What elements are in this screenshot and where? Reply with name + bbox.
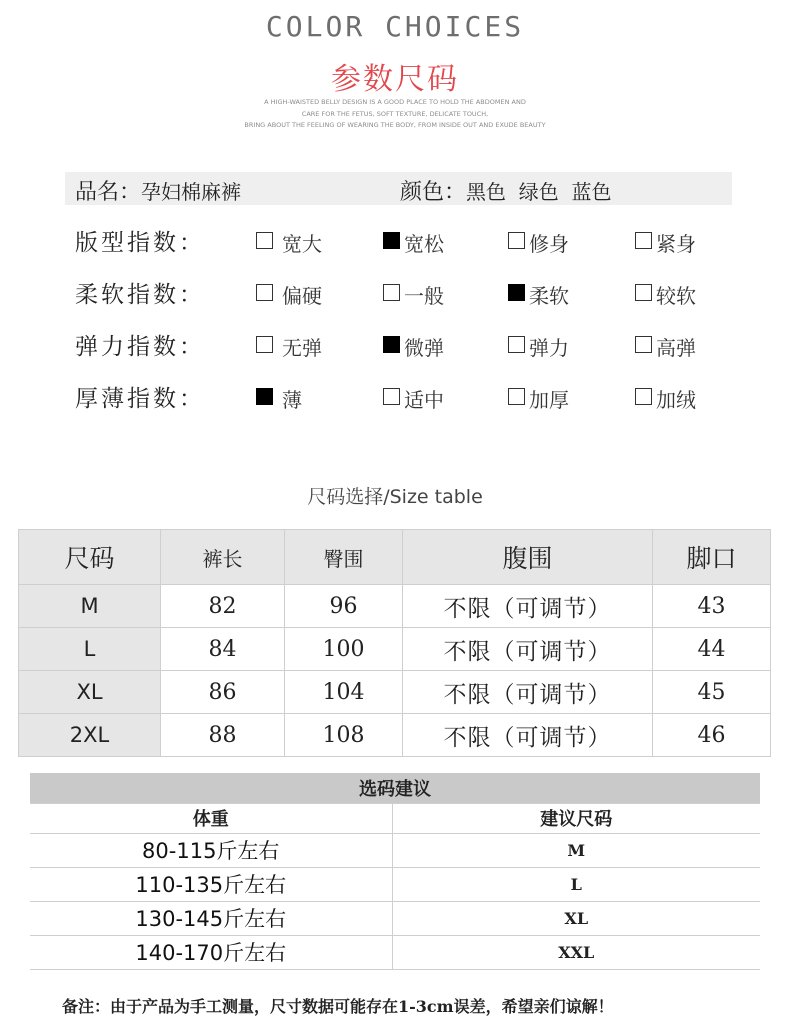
option-label: 一般 — [404, 284, 444, 308]
checkbox-icon — [508, 336, 525, 353]
table-cell: L — [19, 628, 161, 671]
header-subtitle-line: A HIGH-WAISTED BELLY DESIGN IS A GOOD PLACE TO HOLD THE ABDOMEN AND — [264, 98, 526, 106]
table-cell: 45 — [653, 671, 771, 714]
table-cell: 不限（可调节） — [403, 585, 653, 628]
table-cell: XL — [392, 901, 760, 935]
checkbox-icon — [383, 388, 400, 405]
option-label: 柔软 — [529, 284, 569, 308]
option-label: 宽松 — [404, 232, 444, 256]
table-row — [30, 867, 760, 901]
checkbox-icon — [383, 232, 400, 249]
table-cell: XXL — [392, 935, 760, 969]
option-label: 紧身 — [656, 232, 696, 256]
table-cell: 43 — [653, 585, 771, 628]
table-row — [19, 585, 771, 628]
header-subtitle — [0, 97, 790, 132]
index-label: 柔软指数： — [75, 282, 205, 308]
product-name — [75, 175, 241, 206]
table-cell: 44 — [653, 628, 771, 671]
checkbox-icon — [508, 232, 525, 249]
index-label: 弹力指数： — [75, 334, 205, 360]
option-label: 较软 — [656, 284, 696, 308]
product-color-label: 颜色： — [400, 180, 467, 205]
option-label: 微弹 — [404, 336, 444, 360]
table-row — [30, 901, 760, 935]
header-cell: 体重 — [30, 803, 392, 833]
advice-title: 选码建议 — [30, 773, 760, 803]
table-cell: 84 — [161, 628, 285, 671]
table-cell: L — [392, 867, 760, 901]
product-color-value: 黑色 绿色 蓝色 — [466, 180, 612, 204]
index-label: 厚薄指数： — [75, 386, 205, 412]
table-cell: 不限（可调节） — [403, 628, 653, 671]
option-label: 加厚 — [529, 388, 569, 412]
checkbox-icon — [256, 336, 273, 353]
checkbox-icon — [256, 284, 273, 301]
table-cell: 110-135斤左右 — [30, 867, 392, 901]
advice-header-row — [30, 803, 760, 833]
table-row — [30, 935, 760, 969]
option-label: 适中 — [404, 388, 444, 412]
size-table-title: 尺码选择/Size table — [307, 486, 483, 508]
table-row — [30, 833, 760, 867]
table-cell: 86 — [161, 671, 285, 714]
table-cell: M — [19, 585, 161, 628]
index-row-softness — [75, 276, 755, 308]
index-row-elasticity — [75, 328, 755, 360]
header-subtitle-line: CARE FOR THE FETUS, SOFT TEXTURE, DELICATE TOUCH, — [301, 109, 489, 118]
table-cell: 100 — [285, 628, 403, 671]
checkbox-icon — [508, 388, 525, 405]
table-cell: 80-115斤左右 — [30, 833, 392, 867]
index-row-fit — [75, 224, 755, 256]
size-table — [18, 529, 771, 757]
table-cell: 130-145斤左右 — [30, 901, 392, 935]
checkbox-icon — [635, 232, 652, 249]
option-label: 偏硬 — [282, 284, 322, 308]
table-cell: 108 — [285, 714, 403, 757]
table-cell: 46 — [653, 714, 771, 757]
footnote: 备注：由于产品为手工测量，尺寸数据可能存在1-3cm误差，希望亲们谅解！ — [62, 997, 614, 1016]
checkbox-icon — [256, 232, 273, 249]
header-title-cn: 参数尺码 — [331, 62, 459, 97]
advice-title-row — [30, 773, 760, 803]
table-cell: 88 — [161, 714, 285, 757]
table-cell: 140-170斤左右 — [30, 935, 392, 969]
option-label: 弹力 — [529, 336, 569, 360]
option-label: 宽大 — [282, 232, 322, 256]
header-cell: 臀围 — [285, 530, 403, 585]
option-label: 薄 — [282, 388, 302, 412]
product-name-label: 品名： — [75, 180, 142, 205]
header-cell: 脚口 — [653, 530, 771, 585]
option-label: 加绒 — [656, 388, 696, 412]
checkbox-icon — [383, 336, 400, 353]
checkbox-icon — [635, 388, 652, 405]
checkbox-icon — [635, 284, 652, 301]
size-table-header-row — [19, 530, 771, 585]
checkbox-icon — [508, 284, 525, 301]
checkbox-icon — [256, 388, 273, 405]
table-row — [19, 671, 771, 714]
product-name-value: 孕妇棉麻裤 — [141, 180, 242, 204]
product-color — [400, 175, 611, 206]
product-info-bar — [65, 172, 732, 205]
table-row — [19, 628, 771, 671]
table-cell: 96 — [285, 585, 403, 628]
checkbox-icon — [383, 284, 400, 301]
header-cell: 建议尺码 — [392, 803, 760, 833]
table-cell: 104 — [285, 671, 403, 714]
header-cell: 裤长 — [161, 530, 285, 585]
table-cell: 82 — [161, 585, 285, 628]
table-cell: 2XL — [19, 714, 161, 757]
option-label: 修身 — [529, 232, 569, 256]
table-cell: 不限（可调节） — [403, 714, 653, 757]
header-subtitle-line: BRING ABOUT THE FEELING OF WEARING THE BODY, FROM INSIDE OUT AND EXUDE BEAUTY — [244, 121, 546, 129]
checkbox-icon — [635, 336, 652, 353]
size-advice-table — [30, 773, 760, 970]
header-cell: 腹围 — [403, 530, 653, 585]
index-row-thickness — [75, 380, 755, 412]
table-cell: 不限（可调节） — [403, 671, 653, 714]
table-cell: M — [392, 833, 760, 867]
option-label: 无弹 — [282, 336, 322, 360]
header-cell: 尺码 — [19, 530, 161, 585]
table-row — [19, 714, 771, 757]
header-title-en: COLOR CHOICES — [265, 10, 525, 43]
table-cell: XL — [19, 671, 161, 714]
option-label: 高弹 — [656, 336, 696, 360]
index-label: 版型指数： — [75, 230, 205, 256]
